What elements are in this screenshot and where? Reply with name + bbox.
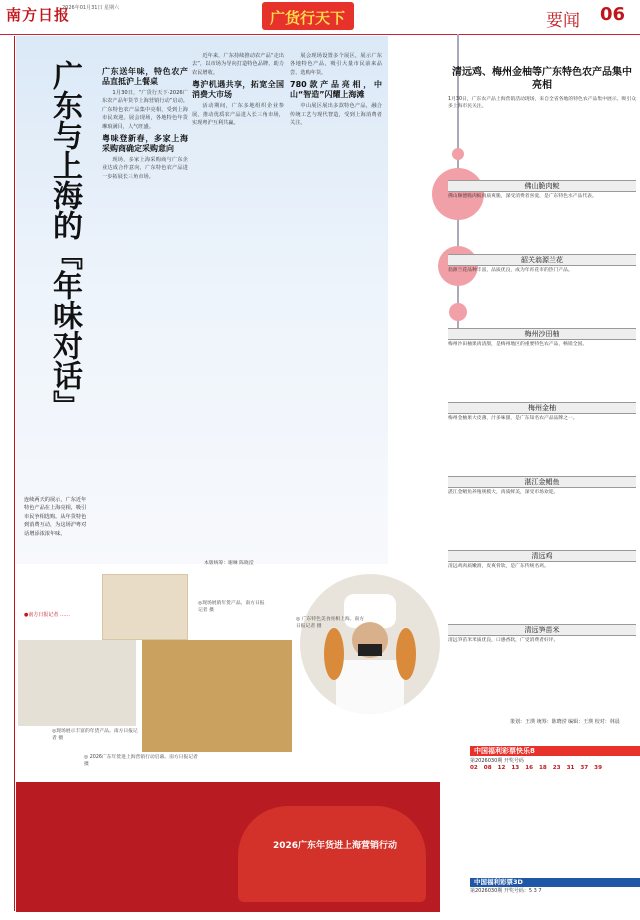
- photo-chef: [300, 574, 440, 714]
- section-banner-title: 广货行天下: [270, 9, 346, 27]
- right-section-text: 梅州金柚果大皮薄，汁多味甜，是广东知名农产品品牌之一。: [448, 416, 578, 421]
- section-name: 要闻: [546, 11, 580, 31]
- lottery-numbers: [470, 765, 636, 772]
- byline: ●南方日报记者 ……: [24, 612, 70, 618]
- page-number: 06: [600, 4, 626, 25]
- article-column-3: [290, 52, 382, 127]
- lottery-header-kl8: 中国福利彩票快乐8: [470, 746, 640, 756]
- column-paragraph: 中山展区展出多款特色产品，融合传统工艺与现代智造，受到上海消费者关注。: [290, 103, 382, 127]
- column-paragraph: 近年来，广东持续推动农产品“走出去”，以市场为导向打造特色品牌，助力农民增收。: [192, 53, 284, 76]
- left-divider: [14, 36, 15, 911]
- stage-banner: [238, 806, 426, 902]
- caption-food: ◎ 广东特色美食亮相上海。南方日报记者 摄: [296, 617, 365, 629]
- right-section-head: 梅州沙田柚: [448, 328, 636, 340]
- stage-title: 2026广东年货进上海营销行动: [272, 841, 398, 851]
- right-section-head: 清远鸡: [448, 550, 636, 562]
- lottery-number: 39: [594, 765, 602, 771]
- column-subhead: 780款产品亮相，中山“智造”闪耀上海滩: [290, 80, 382, 100]
- caption-market: ◎现场展示丰富的年货产品。南方日报记者 摄: [52, 729, 138, 741]
- column-paragraph: 活动期间，广东多地组织企业参展，推动优质农产品进入长三角市场，实现粤沪互利共赢。: [192, 103, 284, 127]
- column-subhead: 粤沪机遇共享，拓宽全国消费大市场: [192, 80, 284, 100]
- right-section-text: 清远鸡肉质嫩滑，皮爽骨软，是广东传统名鸡。: [448, 564, 549, 569]
- right-section-text: 佛山顺德脆肉鲩肉质爽脆，深受消费者喜爱，是广东特色水产品代表。: [448, 194, 597, 199]
- lottery-number: 23: [552, 765, 561, 771]
- right-section-text: 翁源兰花品种丰富，品质优良，成为年宵花市的热门产品。: [448, 268, 573, 273]
- editors-credit: 策划：王瑛 统筹：陈晓滢 编辑：王瑛 校对：林晨: [510, 719, 620, 725]
- lottery-number: 12: [497, 765, 506, 771]
- right-section-text: 湛江金鲳鱼养殖规模大，肉质鲜美，深受市场欢迎。: [448, 490, 559, 495]
- lottery-number: 18: [538, 765, 547, 771]
- lottery-body-3d: 第2026030期 开奖号码：5 3 7: [470, 888, 542, 894]
- right-section-head: 湛江金鲳鱼: [448, 476, 636, 488]
- lottery-number: 37: [580, 765, 589, 771]
- lottery-number: 31: [566, 765, 575, 771]
- article-column-2: [192, 52, 284, 127]
- right-section-text: 清远笋苗米米质优良，口感香软，广受消费者好评。: [448, 638, 559, 643]
- right-section-head: 梅州金柚: [448, 402, 636, 414]
- publication-info: 2026年01月31日 星期六: [62, 5, 120, 11]
- lottery-number: 16: [525, 765, 533, 771]
- lottery-issue: 第2026030期 开奖号码: [470, 758, 524, 764]
- lottery-number: 13: [511, 765, 520, 771]
- column-paragraph: 1月30日，“广货行天下·2026广东农产品年货节上海营销行动”启动。广东特色农产品集中亮相，受到上海市民欢迎。展会现场，各地特色年货琳琅满目，人气旺盛。: [102, 90, 188, 130]
- right-section-head: 清远笋苗米: [448, 624, 636, 636]
- column-subhead: 广东送年味，特色农产品直抵沪上餐桌: [102, 67, 188, 86]
- photo-market: [18, 640, 136, 726]
- chef-figure-icon: [300, 574, 440, 714]
- masthead: 南方日报: [6, 6, 71, 24]
- lottery-body-kl8: [470, 758, 636, 772]
- column-subhead: 粤味登新春，多家上海采购商确定采购意向: [102, 134, 188, 154]
- lottery-number: 02: [470, 765, 478, 771]
- lede-text: 连续两天的展示，广东近年特色产品在上海亮相，吸引市民争相选购。从年货特色到消费互动，为这场沪粤对话增添浓浓年味。: [24, 497, 87, 537]
- photo-products: [102, 574, 188, 640]
- headline: 广东与上海的『年味对话』: [47, 60, 82, 420]
- article-column-1: [102, 64, 188, 181]
- lottery-header-3d: 中国福利彩票3D: [470, 878, 640, 887]
- caption-mid: ◎现场展销年货产品。南方日报记者 摄: [198, 601, 265, 613]
- reporters-credit: 本版统筹：谢琳 陈晓滢: [204, 561, 254, 566]
- caption-stage: ◎ 2026广东年货进上海营销行动启幕。南方日报记者 摄: [84, 755, 198, 767]
- photo-food: [142, 640, 292, 752]
- lottery-number: 08: [483, 765, 492, 771]
- right-section-text: 梅州沙田柚果肉清甜，是梅州地区的重要特色农产品，畅销全国。: [448, 342, 588, 347]
- right-article-title: 清远鸡、梅州金柚等广东特色农产品集中亮相: [452, 67, 632, 91]
- right-section-head: 韶关翁源兰花: [448, 254, 636, 266]
- right-intro: 1月30日，广东农产品上海营销活动现场，来自全省各地的特色农产品集中展示，吸引众多上海市民关注。: [448, 97, 636, 110]
- column-paragraph: 展会现场设置多个展区，展示广东各地特色产品，吸引大量市民前来品尝、选购年货。: [290, 53, 382, 76]
- right-section-head: 佛山脆肉鲩: [448, 180, 636, 192]
- column-paragraph: 现场，多家上海采购商与广东企业达成合作意向，广东特色农产品进一步拓展长三角市场。: [102, 157, 188, 180]
